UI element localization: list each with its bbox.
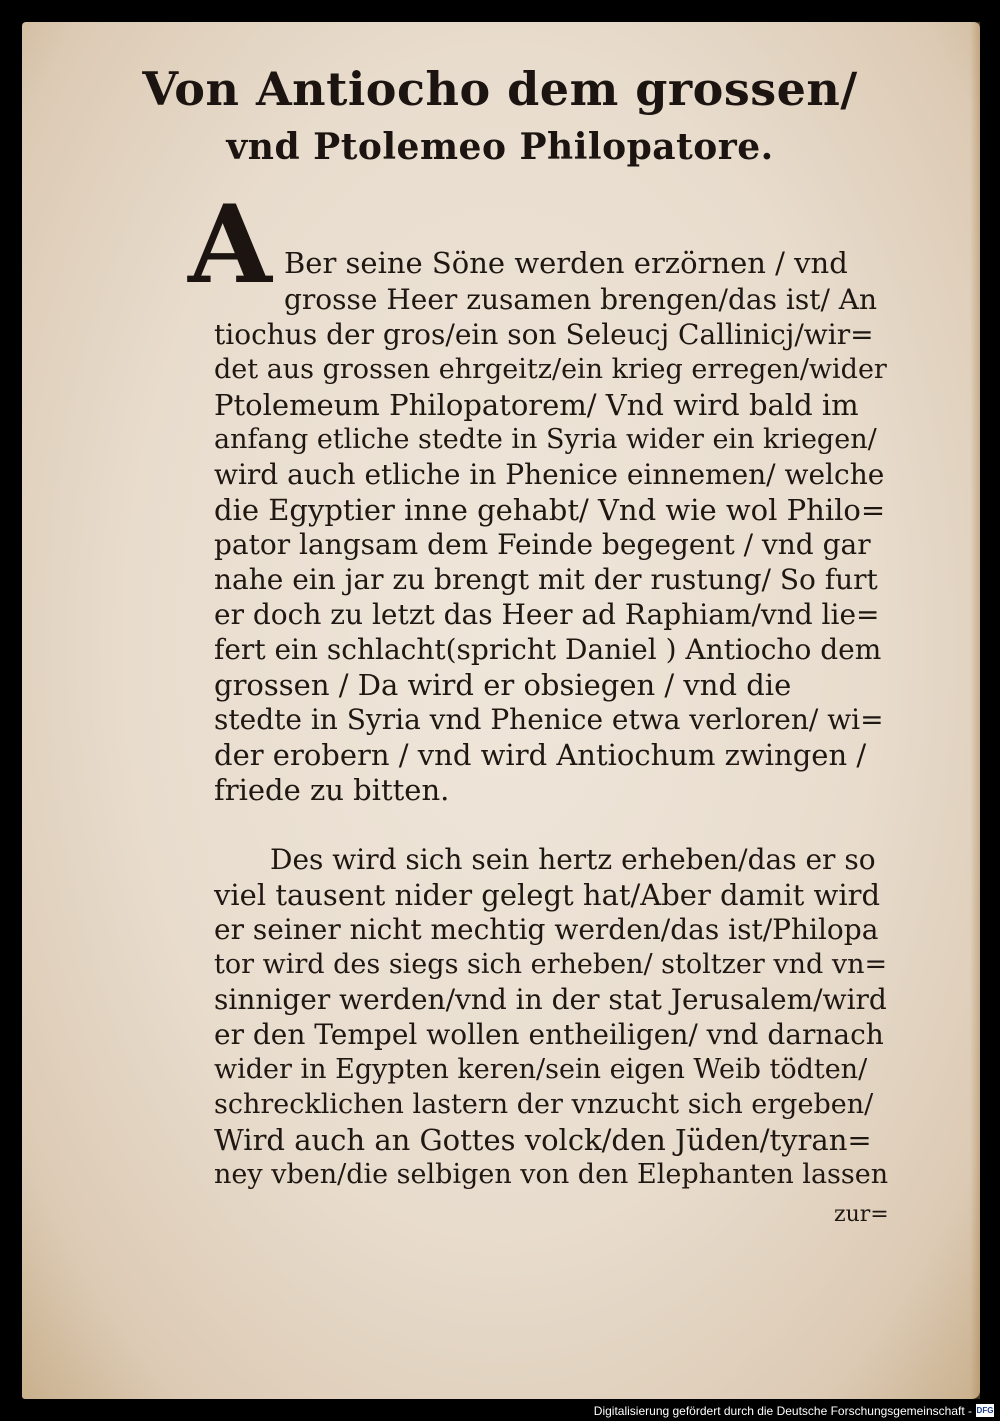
text-line: sinniger werden/vnd in der stat Jerusalem/wird [214,983,887,1016]
text-line: wird auch etliche in Phenice einnemen/ welche [214,458,885,491]
text-line: ney vben/die selbigen von den Elephanten lassen [214,1159,889,1190]
text-line: viel tausent nider gelegt hat/Aber damit wird [214,878,881,912]
text-line: Wird auch an Gottes volck/den Jüden/tyran= [214,1123,872,1157]
page-title-line-1: Von Antiocho dem grossen/ [142,62,858,116]
page-title-line-2: vnd Ptolemeo Philopatore. [226,126,774,168]
text-line: fert ein schlacht(spricht Daniel ) Antiocho dem [214,633,882,666]
text-line: die Egyptier inne gehabt/ Vnd wie wol Philo= [214,493,886,527]
text-line: der erobern / vnd wird Antiochum zwingen / [214,738,867,772]
catchword: zur= [834,1202,889,1227]
dfg-logo: DFG [976,1406,994,1415]
text-line: grosse Heer zusamen brengen/das ist/ An [284,283,878,316]
text-line: er seiner nicht mechtig werden/das ist/Philopa [214,913,879,946]
text-line: anfang etliche stedte in Syria wider ein kriegen/ [214,424,877,455]
text-line: Ptolemeum Philopatorem/ Vnd wird bald im [214,388,859,422]
text-line: tiochus der gros/ein son Seleucj Callinicj/wir= [214,318,874,351]
text-line: Ber seine Söne werden erzörnen / vnd [284,246,848,280]
footer-credit: Digitalisierung gefördert durch die Deutsche Forschungsgemeinschaft - [593,1404,972,1418]
text-line: wider in Egypten keren/sein eigen Weib tödten/ [214,1054,868,1085]
text-line: tor wird des siegs sich erheben/ stoltzer vnd vn= [214,949,888,980]
decorated-initial: A [188,182,272,308]
footer-bar [0,1399,1000,1421]
text-line: nahe ein jar zu brengt mit der rustung/ So furt [214,563,878,596]
text-line: Des wird sich sein hertz erheben/das er so [270,843,876,876]
text-line: schrecklichen lastern der vnzucht sich ergeben/ [214,1089,874,1120]
page-edge-shadow [970,22,980,1399]
text-line: friede zu bitten. [214,773,450,807]
text-line: det aus grossen ehrgeitz/ein krieg erregen/wider [214,354,887,385]
text-line: er den Tempel wollen entheiligen/ vnd darnach [214,1018,884,1051]
text-line: stedte in Syria vnd Phenice etwa verloren/ wi= [214,703,884,736]
text-line: grossen / Da wird er obsiegen / vnd die [214,668,792,702]
text-line: er doch zu letzt das Heer ad Raphiam/vnd lie= [214,598,880,631]
text-line: pator langsam dem Feinde begegent / vnd gar [214,528,871,561]
